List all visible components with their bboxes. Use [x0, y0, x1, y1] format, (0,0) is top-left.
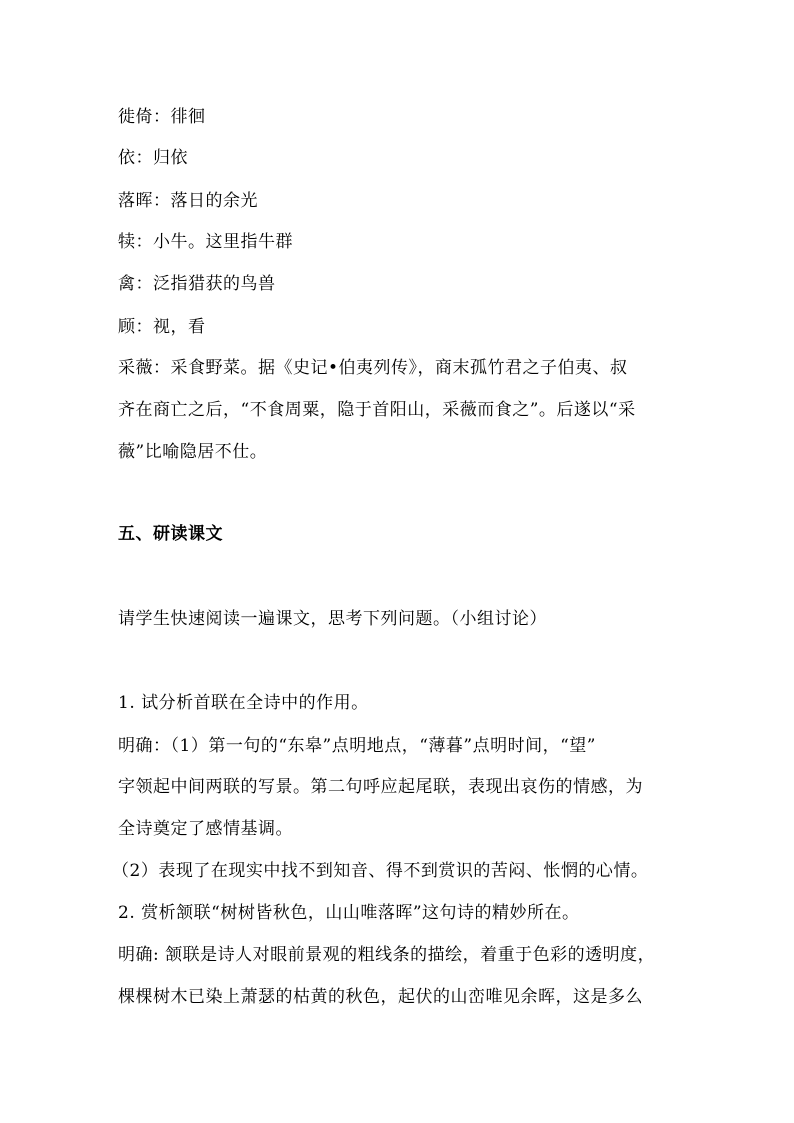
answer-1-line: 全诗奠定了感情基调。 — [118, 819, 293, 839]
question-1: 1. 试分析首联在全诗中的作用。 — [118, 693, 369, 713]
answer-1-line: 字领起中间两联的写景。第二句呼应起尾联，表现出哀伤的情感，为 — [118, 777, 643, 797]
glossary-item: 犊：小牛。这里指牛群 — [118, 232, 293, 252]
answer-2-line: 明确: 颔联是诗人对眼前景观的粗线条的描绘，着重于色彩的透明度， — [118, 945, 656, 965]
glossary-item: 顾：视，看 — [118, 317, 206, 337]
glossary-item: 依：归依 — [118, 148, 188, 168]
glossary-item: 徙倚：徘徊 — [118, 107, 206, 127]
glossary-item: 落晖：落日的余光 — [118, 191, 258, 211]
glossary-item: 禽：泛指猎获的鸟兽 — [118, 274, 276, 294]
caiwei-definition-line: 采薇：采食野菜。据《史记•伯夷列传》，商末孤竹君之子伯夷、叔 — [118, 358, 628, 378]
instruction-text: 请学生快速阅读一遍课文，思考下列问题。（小组讨论） — [118, 609, 547, 629]
answer-1-line: 明确：（1）第一句的“东皋”点明地点，“薄暮”点明时间，“望” — [118, 736, 596, 756]
section-title: 五、研读课文 — [118, 524, 223, 544]
answer-1-line: （2）表现了在现实中找不到知音、得不到赏识的苦闷、怅惘的心情。 — [112, 861, 649, 881]
caiwei-definition-line: 薇”比喻隐居不仕。 — [118, 442, 268, 462]
question-2: 2. 赏析颔联“树树皆秋色，山山唯落晖”这句诗的精妙所在。 — [118, 903, 580, 923]
caiwei-definition-line: 齐在商亡之后，“不食周粟，隐于首阳山，采薇而食之”。后遂以“采 — [118, 400, 636, 420]
answer-2-line: 棵棵树木已染上萧瑟的枯黄的秋色，起伏的山峦唯见余晖，这是多么 — [118, 987, 643, 1007]
